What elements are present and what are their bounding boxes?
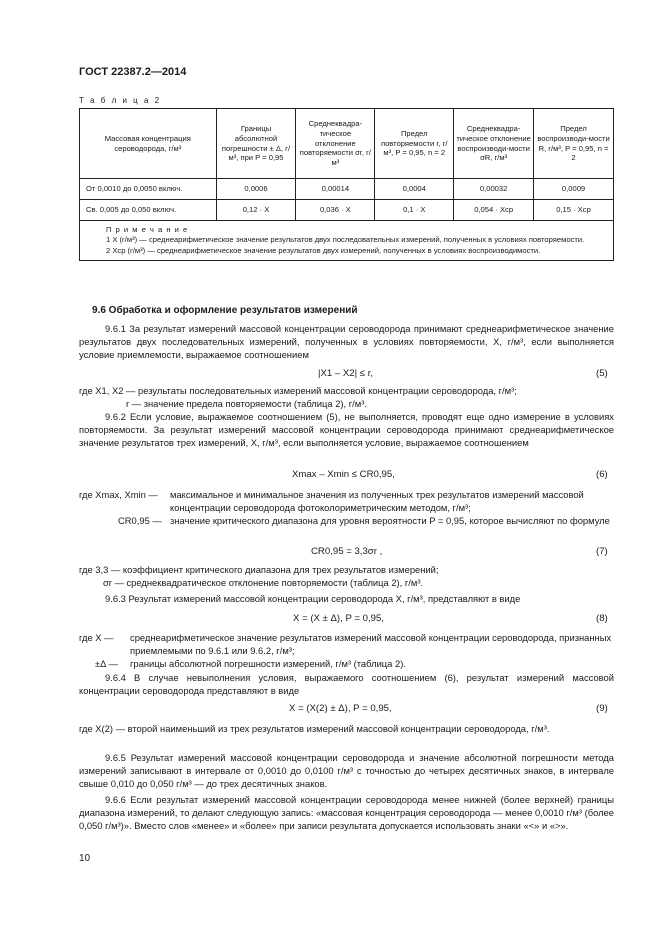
- definition-term-xmax-xmin: где Xmax, Xmin —: [79, 489, 158, 500]
- table-cell: 0,0006: [216, 179, 296, 200]
- table-cell: 0,15 · Xср: [534, 200, 614, 221]
- section-title: 9.6 Обработка и оформление результатов измерений: [92, 305, 358, 316]
- definition-x1-x2: где X1, X2 — результаты последовательных измерений массовой концентрации сероводорода, г/м³;: [79, 385, 517, 396]
- note-item-1: 1 X (г/м³) — среднеарифметическое значение результатов двух последовательных измерений, полученных в условиях повторяемости.: [106, 235, 585, 245]
- table-row: [80, 200, 614, 221]
- table-caption: Т а б л и ц а 2: [79, 96, 162, 105]
- table-cell: 0,036 · X: [296, 200, 375, 221]
- definition-term-cr: CR0,95 —: [118, 515, 162, 526]
- definition-sigma-r: σr — среднеквадратическое отклонение повторяемости (таблица 2), г/м³.: [103, 577, 424, 588]
- paragraph-9-6-4: 9.6.4 В случае невыполнения условия, выражаемого соотношением (6), результат измерений массовой концентрации сероводорода представляют в виде: [79, 672, 614, 697]
- definition-x2: где X(2) — второй наименьший из трех результатов измерений массовой концентрации сероводорода, г/м³.: [79, 723, 550, 734]
- table-header-cell: Предел повторяемости r, г/м³, P = 0,95, n = 2: [375, 109, 454, 179]
- table-cell: 0,00014: [296, 179, 375, 200]
- equation-8: X = (X ± Δ), P = 0,95,: [293, 613, 384, 624]
- table-header-cell: Среднеквадра-тическое отклонение воспроизводи-мости σR, г/м³: [454, 109, 534, 179]
- equation-8-number: (8): [596, 613, 608, 624]
- equation-7: CR0,95 = 3,3σr ,: [311, 546, 383, 557]
- document-header: ГОСТ 22387.2—2014: [79, 66, 187, 78]
- table-row: [80, 179, 614, 200]
- paragraph-9-6-5: 9.6.5 Результат измерений массовой концентрации сероводорода и значение абсолютной погрешности метода измерений записывают в интервале от 0,0010 до 0,0100 г/м³ с точностью до четырех десятичных знаков, в интервале свыше 0,010 до 0,050 г/м³ — до трех десятичных знаков.: [79, 752, 614, 790]
- table-header-row: [80, 109, 614, 179]
- table-cell: 0,0009: [534, 179, 614, 200]
- equation-9: X = (X(2) ± Δ), P = 0,95,: [289, 703, 392, 714]
- paragraph-9-6-1: 9.6.1 За результат измерений массовой концентрации сероводорода принимают среднеарифметическое значение результатов двух последовательных измерений, полученных в условиях повторяемости, X, г/м³, если выполняется условие приемлемости, выражаемое соотношением: [79, 323, 614, 361]
- page-number: 10: [79, 853, 91, 864]
- equation-9-number: (9): [596, 703, 608, 714]
- paragraph-9-6-6: 9.6.6 Если результат измерений массовой концентрации сероводорода менее нижней (более верхней) границы диапазона измерений, то делают следующую запись: «массовая концентрация сероводорода — менее 0,0010 г/м³ (более 0,050 г/м³)». Вместо слов «менее» и «более» при записи результата допускается использовать знаки «<» и «>».: [79, 794, 614, 832]
- table-cell: Св. 0,005 до 0,050 включ.: [80, 200, 217, 221]
- definition-r: r — значение предела повторяемости (таблица 2), г/м³.: [126, 398, 367, 409]
- equation-5-number: (5): [596, 368, 608, 379]
- table-header-cell: Границы абсолютной погрешности ± Δ, г/м³, при P = 0,95: [216, 109, 296, 179]
- paragraph-9-6-2: 9.6.2 Если условие, выражаемое соотношением (5), не выполняется, проводят еще одно измерение в условиях повторяемости. За результат измерений массовой концентрации сероводорода принимают среднеарифметическое значение результатов трех измерений, X, г/м³, если выполняется условие, выражаемое соотношением: [79, 411, 614, 449]
- table-note: [80, 221, 614, 261]
- table-cell: 0,054 · Xср: [454, 200, 534, 221]
- definition-coefficient: где 3,3 — коэффициент критического диапазона для трех результатов измерений;: [79, 564, 439, 575]
- table-header-cell: Предел воспроизводи-мости R, г/м³, P = 0,95, n = 2: [534, 109, 614, 179]
- note-item-2: 2 Xср (г/м³) — среднеарифметическое значение результатов двух измерений, полученных в условиях воспроизводимости.: [106, 245, 541, 255]
- definition-term-delta: ±Δ —: [95, 658, 118, 669]
- paragraph-9-6-3: 9.6.3 Результат измерений массовой концентрации сероводорода X, г/м³, представляют в виде: [105, 593, 521, 604]
- table-cell: 0,1 · X: [375, 200, 454, 221]
- table-cell: 0,00032: [454, 179, 534, 200]
- table-note-row: [80, 221, 614, 261]
- table-cell: От 0,0010 до 0,0050 включ.: [80, 179, 217, 200]
- note-title: П р и м е ч а н и е: [106, 225, 189, 234]
- definition-term-x: где X —: [79, 632, 114, 643]
- table-header-cell: Среднеквадра-тическое отклонение повторяемости σr, г/м³: [296, 109, 375, 179]
- definition-x-mean: среднеарифметическое значение результатов измерений массовой концентрации сероводорода, признанных приемлемыми по 9.6.1 или 9.6.2, г/м³;: [130, 632, 612, 657]
- equation-6-number: (6): [596, 469, 608, 480]
- table-cell: 0,0004: [375, 179, 454, 200]
- definition-cr: значение критического диапазона для уровня вероятности P = 0,95, которое вычисляют по формуле: [170, 515, 610, 526]
- equation-6: Xmax – Xmin ≤ CR0,95,: [292, 469, 395, 480]
- definition-xmax-xmin: максимальное и минимальное значения из полученных трех результатов измерений массовой концентрации сероводорода фотоколориметрическим методом, г/м³;: [170, 489, 584, 514]
- table-cell: 0,12 · X: [216, 200, 296, 221]
- definition-delta: границы абсолютной погрешности измерений, г/м³ (таблица 2).: [130, 658, 406, 669]
- table-header-cell: Массовая концентрация сероводорода, г/м³: [80, 109, 217, 179]
- data-table: [79, 108, 614, 261]
- equation-7-number: (7): [596, 546, 608, 557]
- equation-5: |X1 – X2| ≤ r,: [318, 368, 374, 379]
